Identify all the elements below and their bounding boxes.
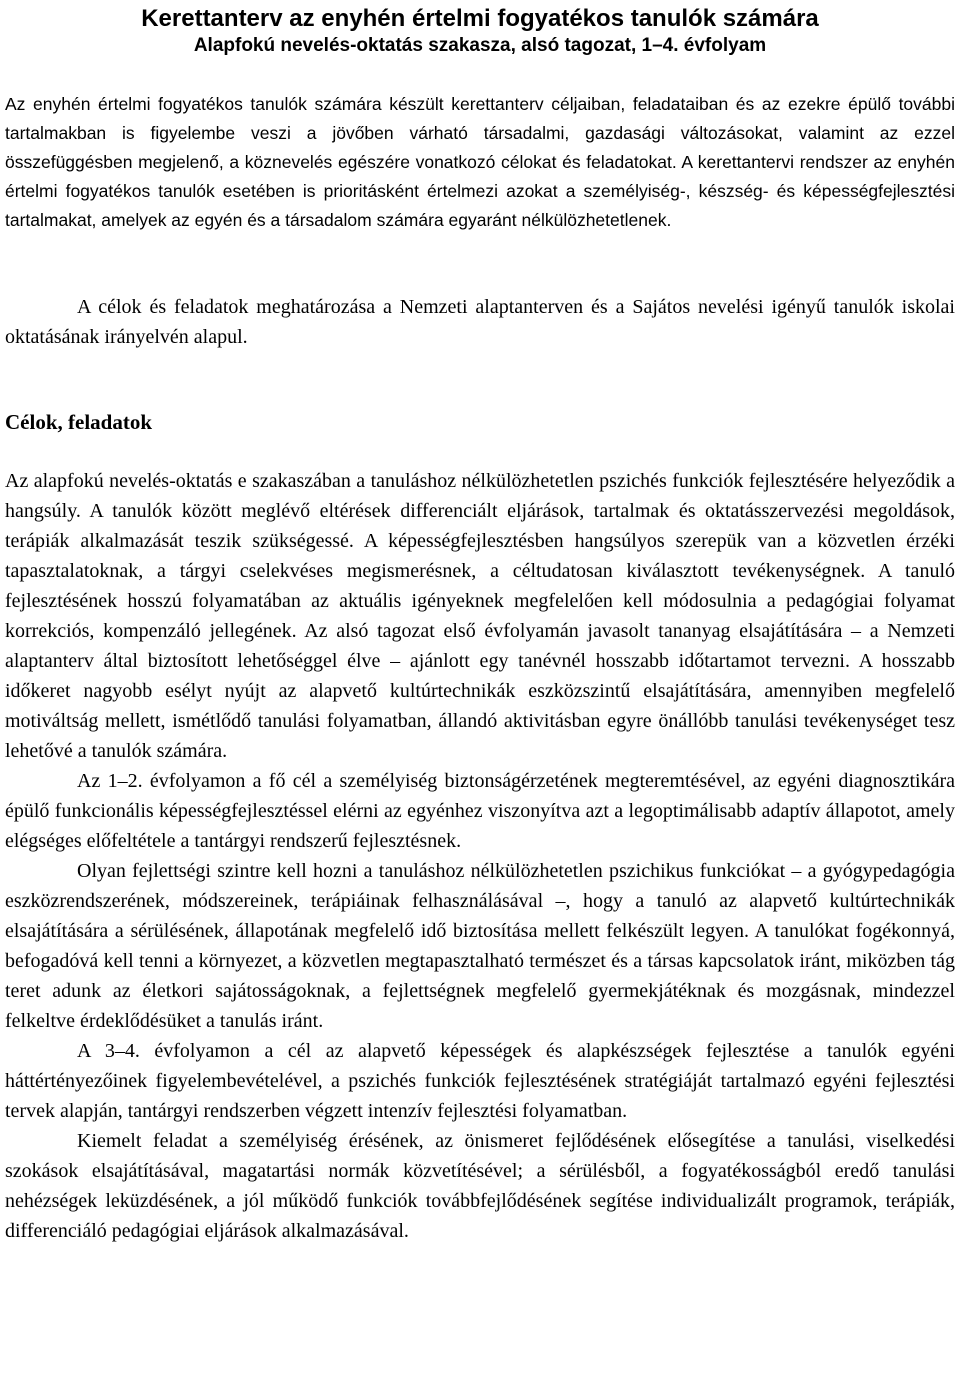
section-paragraph-4: A 3–4. évfolyamon a cél az alapvető képességek és alapkészségek fejlesztése a tanulók egyéni háttértényezőinek figyelembevételével, a pszichés funkciók fejlesztésének stratégiáját tartalmazó egyéni fejlesztési tervek alapján, tantárgyi rendszerben végzett intenzív fejlesztési folyamatban.	[5, 1040, 955, 1122]
intro-text: Az enyhén értelmi fogyatékos tanulók számára készült kerettanterv céljaiban, feladataiban és az ezekre épülő további tartalmakban is figyelembe veszi a jövőben várható társadalmi, gazdasági változásokat, valamint az ezzel összefüggésben megjelenő, a köznevelés egészére vonatkozó célokat és feladatokat. A kerettantervi rendszer az enyhén értelmi fogyatékos tanulók esetében is prioritásként értelmezi azokat a személyiség-, készség- és képességfejlesztési tartalmakat, amelyek az egyén és a társadalom számára egyaránt nélkülözhetetlenek.	[5, 94, 955, 230]
section-paragraph-2: Az 1–2. évfolyamon a fő cél a személyiség biztonságérzetének megteremtésével, az egyéni diagnosztikára épülő funkcionális képességfejlesztéssel elérni az egyénhez viszonyítva azt a legoptimálisabb adaptív állapotot, amely elégséges előfeltétele a tantárgyi rendszerű fejlesztésnek.	[5, 770, 955, 852]
section-paragraph-1: Az alapfokú nevelés-oktatás e szakaszában a tanuláshoz nélkülözhetetlen pszichés funkciók fejlesztésére helyeződik a hangsúly. A tanulók között meglévő eltérések differenciált eljárások, tartalmak és oktatásszervezési megoldások, terápiák alkalmazását teszik szükségessé. A képességfejlesztésben hangsúlyos szerepük van a közvetlen érzéki tapasztalatoknak, a tárgyi cselekvéses megismerésnek, a céltudatosan kiválasztott tevékenységnek. A tanuló fejlesztésének hosszú folyamatában az aktuális igényeknek megfelelően kell módosulnia a pedagógiai folyamat korrekciós, kompenzáló jellegének. Az alsó tagozat első évfolyamán javasolt tananyag elsajátítására – a Nemzeti alaptanterv által biztosított lehetőséggel élve – ajánlott egy tanévnél hosszabb időtartamot tervezni. A hosszabb időkeret nagyobb esélyt nyújt az alapvető kultúrtechnikák eszközszintű elsajátítására, amennyiben megfelelő motiváltság mellett, ismétlődő tanulási folyamatban, állandó aktivitásban egyre önállóbb tanulási tevékenységet tesz lehetővé a tanulók számára.	[5, 470, 955, 762]
section-heading: Célok, feladatok	[5, 410, 152, 434]
section-body	[5, 466, 955, 1246]
document-subtitle: Alapfokú nevelés-oktatás szakasza, alsó tagozat, 1–4. évfolyam	[193, 35, 767, 56]
document-header	[0, 4, 960, 58]
section-paragraph-3: Olyan fejlettségi szintre kell hozni a tanuláshoz nélkülözhetetlen pszichikus funkciókat – a gyógypedagógia eszközrendszerének, módszereinek, terápiáinak felhasználásával –, hogy a tanuló az alapvető kultúrtechnikák elsajátítására a sérülésének, állapotának megfelelő idő biztosítása mellett felkészült legyen. A tanulókat fogékonnyá, befogadóvá kell tenni a környezet, a közvetlen megtapasztalható természet és a társas kapcsolatok iránt, miközben tág teret adunk az életkori sajátosságoknak, a fejlettségnek megfelelő gyermekjátéknak és mozgásnak, mindezzel felkeltve érdeklődésüket a tanulás iránt.	[5, 860, 955, 1032]
section-paragraph-5: Kiemelt feladat a személyiség érésének, az önismeret fejlődésének elősegítése a tanulási, viselkedési szokások elsajátításával, magatartási normák közvetítésével; a sérülésből, a fogyatékosságból eredő tanulási nehézségek leküzdésének, a jól működő funkciók továbbfejlődésének segítése individualizált programok, terápiák, differenciáló pedagógiai eljárások alkalmazásával.	[5, 1130, 955, 1242]
document-title: Kerettanterv az enyhén értelmi fogyatékos tanulók számára	[141, 5, 819, 32]
intro-paragraph	[5, 90, 955, 235]
intro-basis-text: A célok és feladatok meghatározása a Nemzeti alaptanterven és a Sajátos nevelési igényű tanulók iskolai oktatásának irányelvén alapul.	[5, 296, 955, 348]
intro-basis-paragraph	[5, 292, 955, 352]
